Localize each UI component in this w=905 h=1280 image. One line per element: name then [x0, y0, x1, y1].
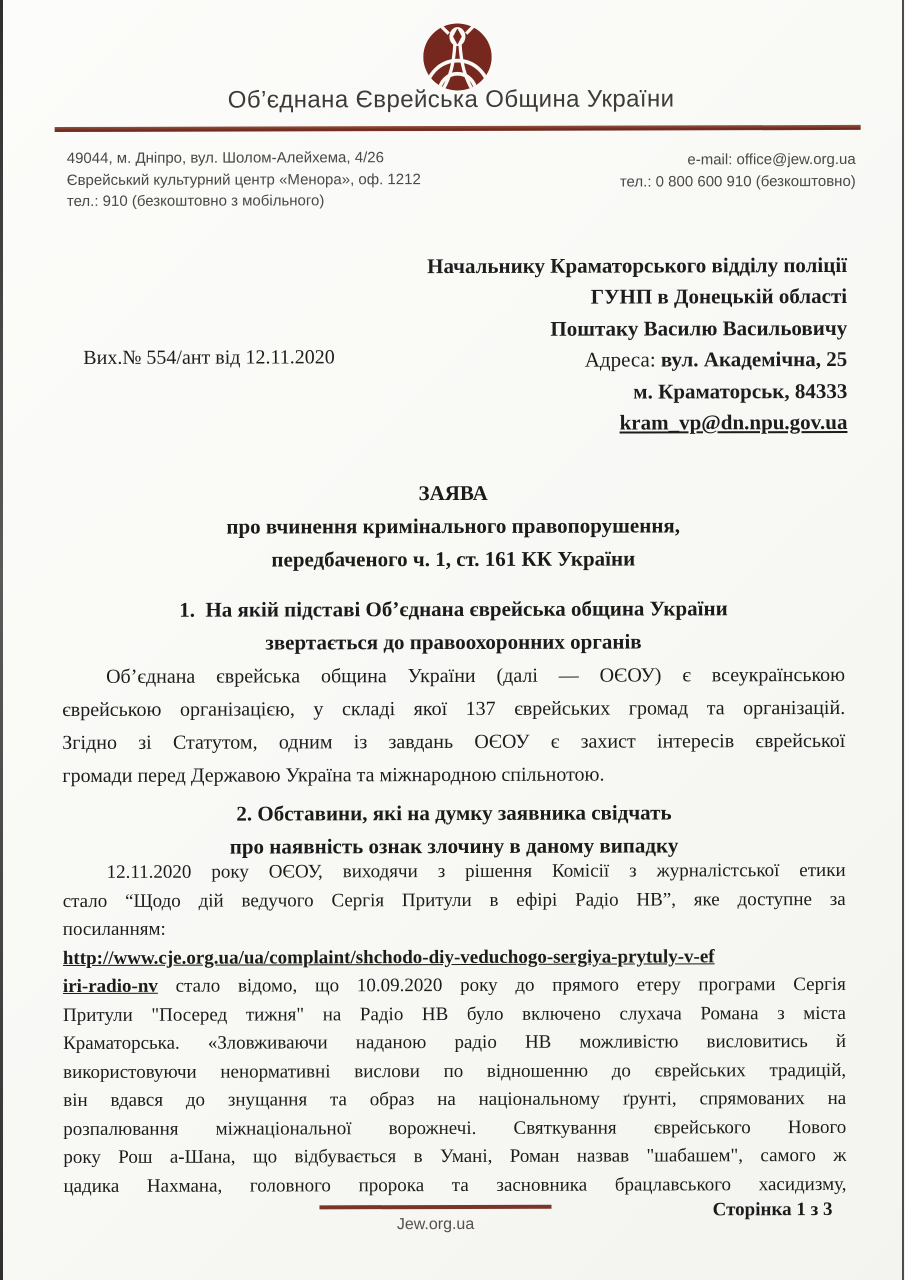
org-email-line: e-mail: office@jew.org.ua: [687, 150, 856, 169]
organization-name: Об’єднана Єврейська Община України: [227, 85, 675, 114]
text-segment: єврейською організацією, у складі якої 137 єврейських громад та організацій.: [62, 696, 846, 722]
text-line: [63, 1056, 846, 1087]
text-segment: Згідно зі Статутом, одним із завдань ОЄОУ є захист інтересів єврейської: [62, 729, 846, 755]
text-line: [63, 857, 846, 888]
text-line: [63, 1113, 846, 1144]
text-segment: Об’єднана єврейська община України (далі — ОЄОУ) є всеукраїнською: [106, 663, 846, 688]
text-line: [63, 1170, 846, 1201]
address-value: вул. Академічна, 25: [660, 347, 848, 372]
document-title: [62, 476, 845, 577]
text-line: [63, 971, 846, 1002]
complaint-url-link[interactable]: iri-radio-nv: [62, 975, 158, 998]
text-segment: 12.11.2020 року ОЄОУ, виходячи з рішення Комісії з журналістської етики: [106, 859, 846, 883]
text-line: [62, 659, 845, 694]
text-line: [63, 1085, 846, 1116]
org-center-line: Єврейський культурний центр «Менора», оф. 1212: [66, 170, 421, 189]
organization-logo-icon: [418, 22, 496, 92]
org-hotline-line: тел.: 0 800 600 910 (безкоштовно): [619, 172, 856, 191]
section-2-heading-line2: про наявність ознак злочину в даному випадку: [229, 833, 679, 859]
contact-info-left: [67, 147, 421, 212]
address-label: Адреса:: [584, 347, 661, 372]
recipient-email-link[interactable]: kram_vp@dn.npu.gov.ua: [619, 409, 848, 435]
text-segment: громади перед Державою Україна та міжнародною спільнотою.: [62, 763, 605, 788]
text-segment: Притули "Посеред тижня" на Радіо НВ було включено слухача Романа з міста: [62, 1002, 847, 1026]
scan-edge-artifact-right: [902, 0, 904, 1280]
recipient-address-line: [427, 344, 847, 377]
website-label: Jew.org.ua: [396, 1215, 475, 1234]
text-segment: використовуючи ненормативні вислови по відношенню до єврейських традицій,: [63, 1059, 847, 1083]
recipient-title-line: Начальнику Краматорського відділу поліції: [427, 252, 848, 279]
text-segment: він вдався до знущання та образ на національному ґрунті, спрямованих на: [63, 1087, 847, 1112]
org-phone-line: тел.: 910 (безкоштовно з мобільного): [66, 192, 325, 211]
recipient-city-line: м. Краматорськ, 84333: [633, 378, 848, 404]
recipient-unit-line: ГУНП в Донецькій області: [590, 284, 848, 310]
complaint-url-link[interactable]: http://www.cje.org.ua/ua/complaint/shchodo-diy-veduchogo-sergiya-prytuly-v-ef: [62, 945, 715, 969]
text-segment: посиланням:: [62, 918, 166, 941]
footer-divider: [319, 1205, 551, 1210]
document-title-line2: про вчинення кримінального правопорушення,: [226, 513, 681, 539]
section-1-heading-line1: 1. На якій підставі Об’єднана єврейська община України: [179, 596, 728, 622]
section-2-heading-line1: 2. Обставини, які на думку заявника свідчать: [236, 800, 672, 826]
contact-info-right: [620, 149, 856, 193]
document-title-line1: ЗАЯВА: [418, 480, 488, 506]
recipient-block: [427, 250, 847, 440]
org-address-line: 49044, м. Дніпро, вул. Шолом-Алейхема, 4/26: [66, 149, 384, 168]
text-line: [62, 725, 845, 760]
scan-edge-artifact-left: [0, 0, 3, 1280]
text-segment: стало відомо, що 10.09.2020 року до прямого етеру програми Сергія: [157, 973, 846, 997]
document-title-line3: передбаченого ч. 1, ст. 161 КК України: [271, 546, 636, 572]
text-line: [63, 942, 846, 973]
page-number: Сторінка 1 з 3: [712, 1199, 833, 1221]
body-paragraph-1: [62, 659, 845, 793]
text-line: [63, 914, 846, 945]
text-line: [63, 999, 846, 1030]
text-line: [63, 885, 846, 916]
section-1-heading: [62, 592, 845, 660]
text-segment: року Рош а-Шана, що відбувається в Умані, Роман назвав "шабашем", самого ж: [63, 1144, 847, 1169]
header-divider: [55, 125, 861, 132]
text-segment: цадика Нахмана, головного пророка та засновника брацлавського хасидизму,: [63, 1173, 847, 1197]
outgoing-reference-number: Вих.№ 554/ант від 12.11.2020: [83, 346, 335, 369]
recipient-person-line: Поштаку Василю Васильовичу: [550, 315, 848, 341]
text-segment: стало “Щодо дій ведучого Сергія Притули в ефірі Радіо НВ”, яке доступне за: [62, 888, 846, 912]
body-paragraph-2: [63, 857, 847, 1201]
text-segment: Краматорська. «Зловживаючи наданою радіо НВ можливістю висловитись й: [63, 1030, 847, 1055]
text-line: [63, 1028, 846, 1059]
text-line: [63, 1142, 846, 1173]
text-line: [62, 692, 845, 727]
section-2-heading: [62, 796, 845, 864]
text-line: [62, 758, 845, 793]
section-1-heading-line2: звертається до правоохоронних органів: [265, 629, 642, 655]
text-segment: розпалювання міжнаціональної ворожнечі. Святкування єврейського Нового: [63, 1116, 847, 1140]
